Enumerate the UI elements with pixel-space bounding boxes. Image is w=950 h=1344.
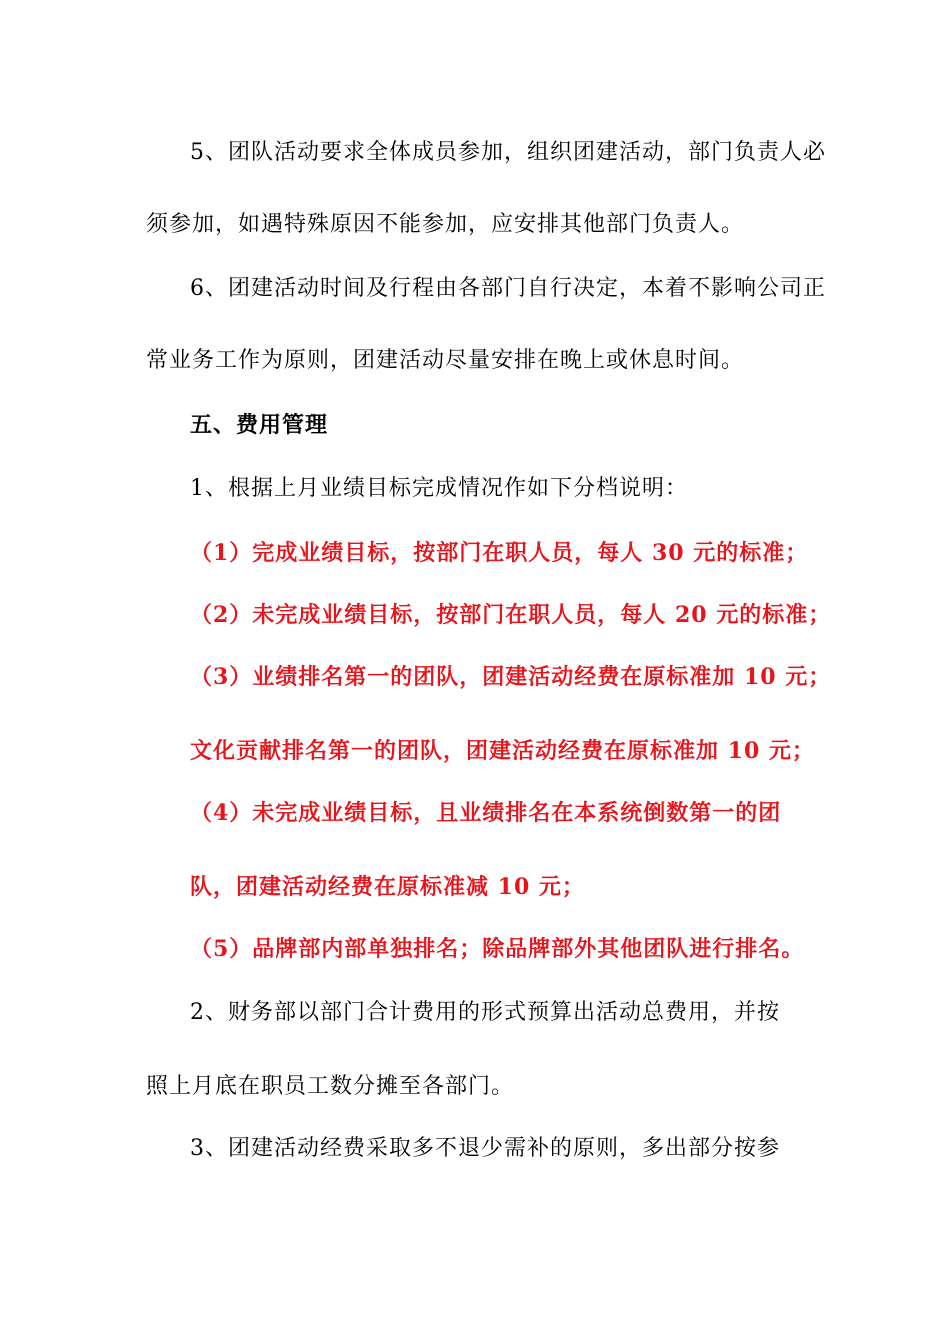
section-heading-fee-management: 五、费用管理 [190, 412, 329, 438]
fee-item-3-line-1: 3、团建活动经费采取多不退少需补的原则，多出部分按参 [190, 1136, 780, 1161]
fee-item-1-intro: 1、根据上月业绩目标完成情况作如下分档说明： [190, 476, 688, 501]
fee-item-2-line-1: 2、财务部以部门合计费用的形式预算出活动总费用，并按 [190, 1000, 780, 1025]
fee-item-2-line-2: 照上月底在职员工数分摊至各部门。 [146, 1074, 515, 1099]
paragraph-6-line-1: 6、团建活动时间及行程由各部门自行决定，本着不影响公司正 [190, 276, 826, 301]
paragraph-5-line-2: 须参加，如遇特殊原因不能参加，应安排其他部门负责人。 [146, 212, 745, 237]
fee-tier-1: （1）完成业绩目标，按部门在职人员，每人 30 元的标准； [190, 540, 809, 566]
fee-tier-5: （5）品牌部内部单独排名；除品牌部外其他团队进行排名。 [190, 936, 805, 962]
paragraph-5-line-1: 5、团队活动要求全体成员参加，组织团建活动，部门负责人必 [190, 140, 826, 165]
fee-tier-4-line-1: （4）未完成业绩目标，且业绩排名在本系统倒数第一的团 [190, 800, 782, 826]
fee-tier-3-line-2: 文化贡献排名第一的团队，团建活动经费在原标准加 10 元； [190, 738, 815, 764]
fee-tier-4-line-2: 队，团建活动经费在原标准减 10 元； [190, 874, 585, 900]
fee-tier-3-line-1: （3）业绩排名第一的团队，团建活动经费在原标准加 10 元； [190, 664, 832, 690]
fee-tier-2: （2）未完成业绩目标，按部门在职人员，每人 20 元的标准； [190, 602, 832, 628]
paragraph-6-line-2: 常业务工作为原则，团建活动尽量安排在晚上或休息时间。 [146, 348, 745, 373]
